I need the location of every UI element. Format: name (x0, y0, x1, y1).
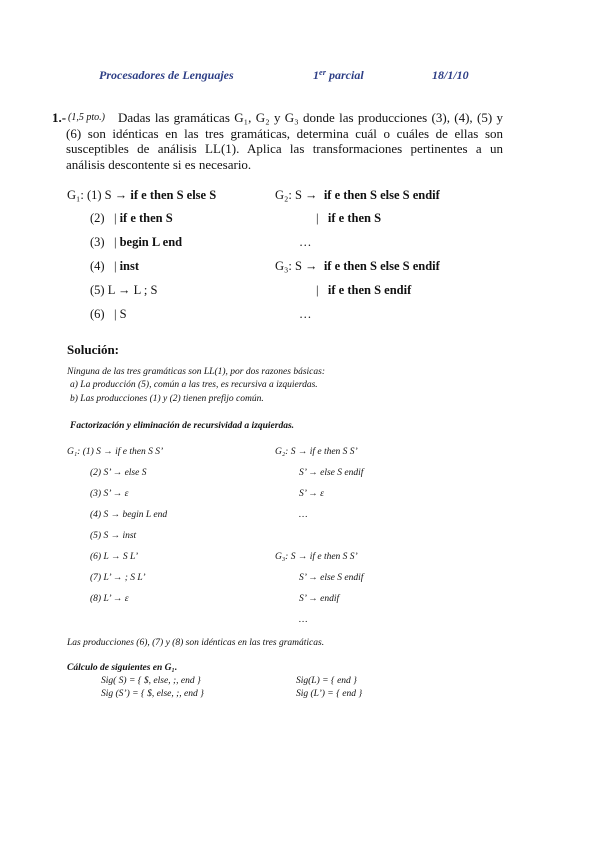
g1-prod-2: (2) | if e then S (90, 211, 173, 225)
tg1-line-5: (5) S → inst (90, 531, 137, 541)
g1-prod-1: G₁: (1) S → if e then S else S (67, 188, 217, 202)
tg1-line-1: G₁: (1) S → if e then S S’ (67, 447, 164, 457)
tg3-line-3: S’ → endif (299, 594, 340, 604)
tg3-line-1: G₃: S → if e then S S’ (275, 552, 358, 562)
factorization-title: Factorización y eliminación de recursividad a izquierdas. (70, 421, 295, 431)
sig-s: Sig( S) = { $, else, ;, end } (101, 676, 201, 686)
sig-l: Sig(L) = { end } (296, 676, 357, 686)
solution-intro-1: Ninguna de las tres gramáticas son LL(1), por dos razones básicas: (67, 367, 326, 377)
solution-intro-2: a) La producción (5), común a las tres, es recursiva a izquierdas. (70, 380, 318, 390)
g1-prod-5: (5) L → L ; S (90, 283, 158, 297)
g1-prod-3: (3) | begin L end (90, 235, 183, 249)
tg2-line-1: G₂: S → if e then S S’ (275, 447, 358, 457)
question-points: (1,5 pto.) (68, 112, 105, 123)
tg1-line-4: (4) S → begin L end (90, 510, 168, 520)
g1-prod-6: (6) | S (90, 307, 127, 321)
question-line-4: análisis descontente si es necesario. (66, 156, 252, 172)
sig-l-prime: Sig (L’) = { end } (296, 689, 363, 699)
question-line-2: (6) son idénticas en las tres gramáticas, determina cuál o cuáles de ellas son (66, 125, 503, 141)
sig-s-prime: Sig (S’) = { $, else, ;, end } (101, 689, 204, 699)
g3-ellipsis: … (299, 307, 312, 321)
tg1-line-8: (8) L’ → ε (90, 594, 129, 604)
solution-title: Solución: (67, 342, 120, 357)
tg3-line-2: S’ → else S endif (299, 573, 364, 583)
tg1-line-6: (6) L → S L’ (90, 552, 139, 562)
solution-intro-3: b) Las producciones (1) y (2) tienen prefijo común. (70, 394, 264, 404)
exam-title: 1er parcial (313, 68, 364, 82)
tg1-line-2: (2) S’ → else S (90, 468, 147, 478)
g2-prod-2: | if e then S (316, 211, 382, 225)
identical-note: Las producciones (6), (7) y (8) son idénticas en las tres gramáticas. (67, 638, 325, 648)
tg1-line-7: (7) L’ → ; S L’ (90, 573, 146, 583)
tg2-ellipsis: … (299, 510, 308, 520)
exam-date: 18/1/10 (432, 68, 469, 82)
g1-prod-4: (4) | inst (90, 259, 140, 273)
question-number: 1.- (52, 110, 67, 125)
question-text (52, 110, 503, 172)
g2-prod-1: G₂: S → if e then S else S endif (275, 188, 440, 202)
g3-prod-1: G₃: S → if e then S else S endif (275, 259, 440, 273)
g2-ellipsis: … (299, 235, 312, 249)
question-line-3: susceptibles de análisis LL(1). Aplica las transformaciones pertinentes a un (66, 141, 503, 156)
tg1-line-3: (3) S’ → ε (90, 489, 129, 499)
question-line-1: Dadas las gramáticas G₁, G₂ y G₃ donde las producciones (3), (4), (5) y (118, 110, 503, 125)
tg3-ellipsis: … (299, 615, 308, 625)
tg2-line-2: S’ → else S endif (299, 468, 364, 478)
g3-prod-2: | if e then S endif (316, 283, 412, 297)
follow-title: Cálculo de siguientes en G₁. (67, 663, 178, 673)
course-title: Procesadores de Lenguajes (99, 68, 234, 82)
tg2-line-3: S’ → ε (299, 489, 324, 499)
